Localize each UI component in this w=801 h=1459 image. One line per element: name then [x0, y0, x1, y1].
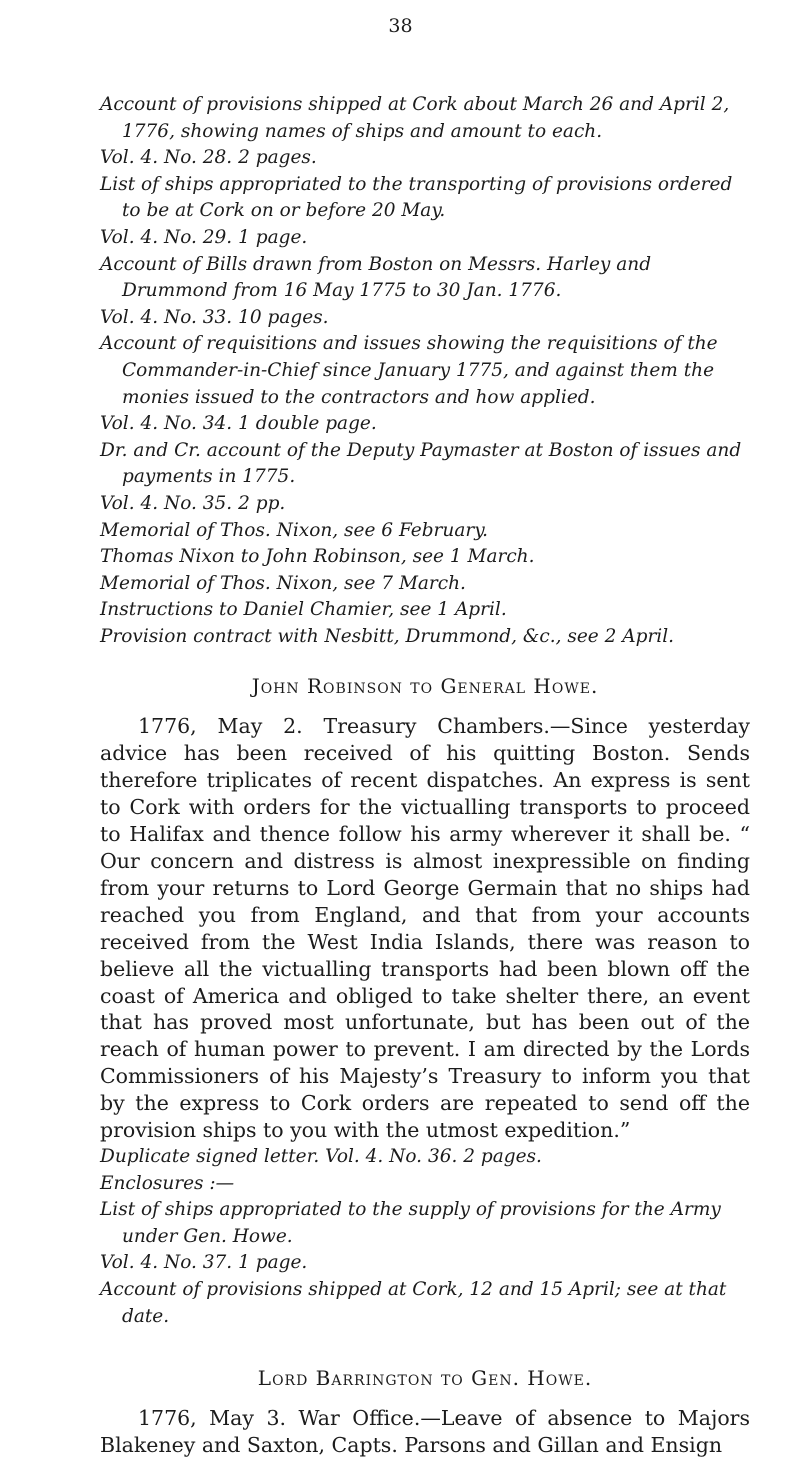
letter-source-note: Duplicate signed letter. Vol. 4. No. 36. 2 pages.: [100, 1145, 542, 1167]
calendar-entry: Dr. and Cr. account of the Deputy Paymaster at Boston of issues and payments in 1775.: [100, 439, 742, 488]
letter-body: 1776, May 3. War Office.—Leave of absence to Majors Blakeney and Saxton, Capts. Parsons and Gillan and Ensign: [100, 1406, 750, 1458]
volume-reference: Vol. 4. No. 29. 1 page.: [100, 226, 308, 248]
volume-reference: Vol. 4. No. 28. 2 pages.: [100, 147, 317, 169]
enclosure-entry: Account of provisions shipped at Cork, 12 and 15 April; see at that date.: [100, 1278, 727, 1327]
page-number: 38: [388, 15, 413, 37]
cross-reference: Instructions to Daniel Chamier, see 1 April.: [100, 599, 507, 621]
enclosures-label: Enclosures :—: [100, 1172, 235, 1194]
cross-reference: Thomas Nixon to John Robinson, see 1 March.: [100, 546, 535, 568]
enclosure-entry: List of ships appropriated to the supply of provisions for the Army under Gen. Howe.: [100, 1199, 721, 1247]
cross-reference: Memorial of Thos. Nixon, see 7 March.: [100, 572, 466, 594]
calendar-entry: Account of requisitions and issues showing the requisitions of the Commander-in-Chief since January 1775, and against them the monies issued to the contractors and how applied.: [100, 333, 718, 408]
volume-reference: Vol. 4. No. 35. 2 pp.: [100, 492, 286, 514]
letter-body: 1776, May 2. Treasury Chambers.—Since yesterday advice has been received of his quitting Boston. Sends therefore triplicates of recent dispatches. An express is sent to Cork with orders for the victualling transports to proceed to Halifax and thence follow his army wherever it shall be. “ Our concern and distress is almost inexpressible on finding from your returns to Lord George Germain that no ships had reached you from England, and that from your accounts received from the West India Islands, there was reason to believe all the victualling transports had been blown off the coast of America and obliged to take shelter there, an event that has proved most unfortunate, but has been out of the reach of human power to prevent. I am directed by the Lords Commissioners of his Majesty’s Treasury to inform you that by the express to Cork orders are repeated to send off the provision ships to you with the utmost expedition.”: [100, 714, 750, 1143]
volume-reference: Vol. 4. No. 37. 1 page.: [100, 1252, 308, 1274]
volume-reference: Vol. 4. No. 34. 1 double page.: [100, 413, 377, 435]
calendar-entry: Account of provisions shipped at Cork about March 26 and April 2, 1776, showing names of ships and amount to each.: [100, 94, 730, 142]
cross-reference: Memorial of Thos. Nixon, see 6 February.: [100, 519, 489, 541]
cross-reference: Provision contract with Nesbitt, Drummond, &c., see 2 April.: [100, 625, 675, 647]
calendar-entry: Account of Bills drawn from Boston on Messrs. Harley and Drummond from 16 May 1775 to 30 Jan. 1776.: [100, 253, 652, 302]
letter-annotations: [100, 1144, 750, 1330]
letter-heading: John Robinson to General Howe.: [251, 674, 599, 699]
volume-reference: Vol. 4. No. 33. 10 pages.: [100, 306, 329, 328]
calendar-entries: [100, 92, 750, 650]
page-content: [100, 92, 750, 1459]
calendar-entry: List of ships appropriated to the transporting of provisions ordered to be at Cork on or before 20 May.: [100, 173, 733, 222]
letter-heading: Lord Barrington to Gen. Howe.: [257, 1366, 593, 1391]
